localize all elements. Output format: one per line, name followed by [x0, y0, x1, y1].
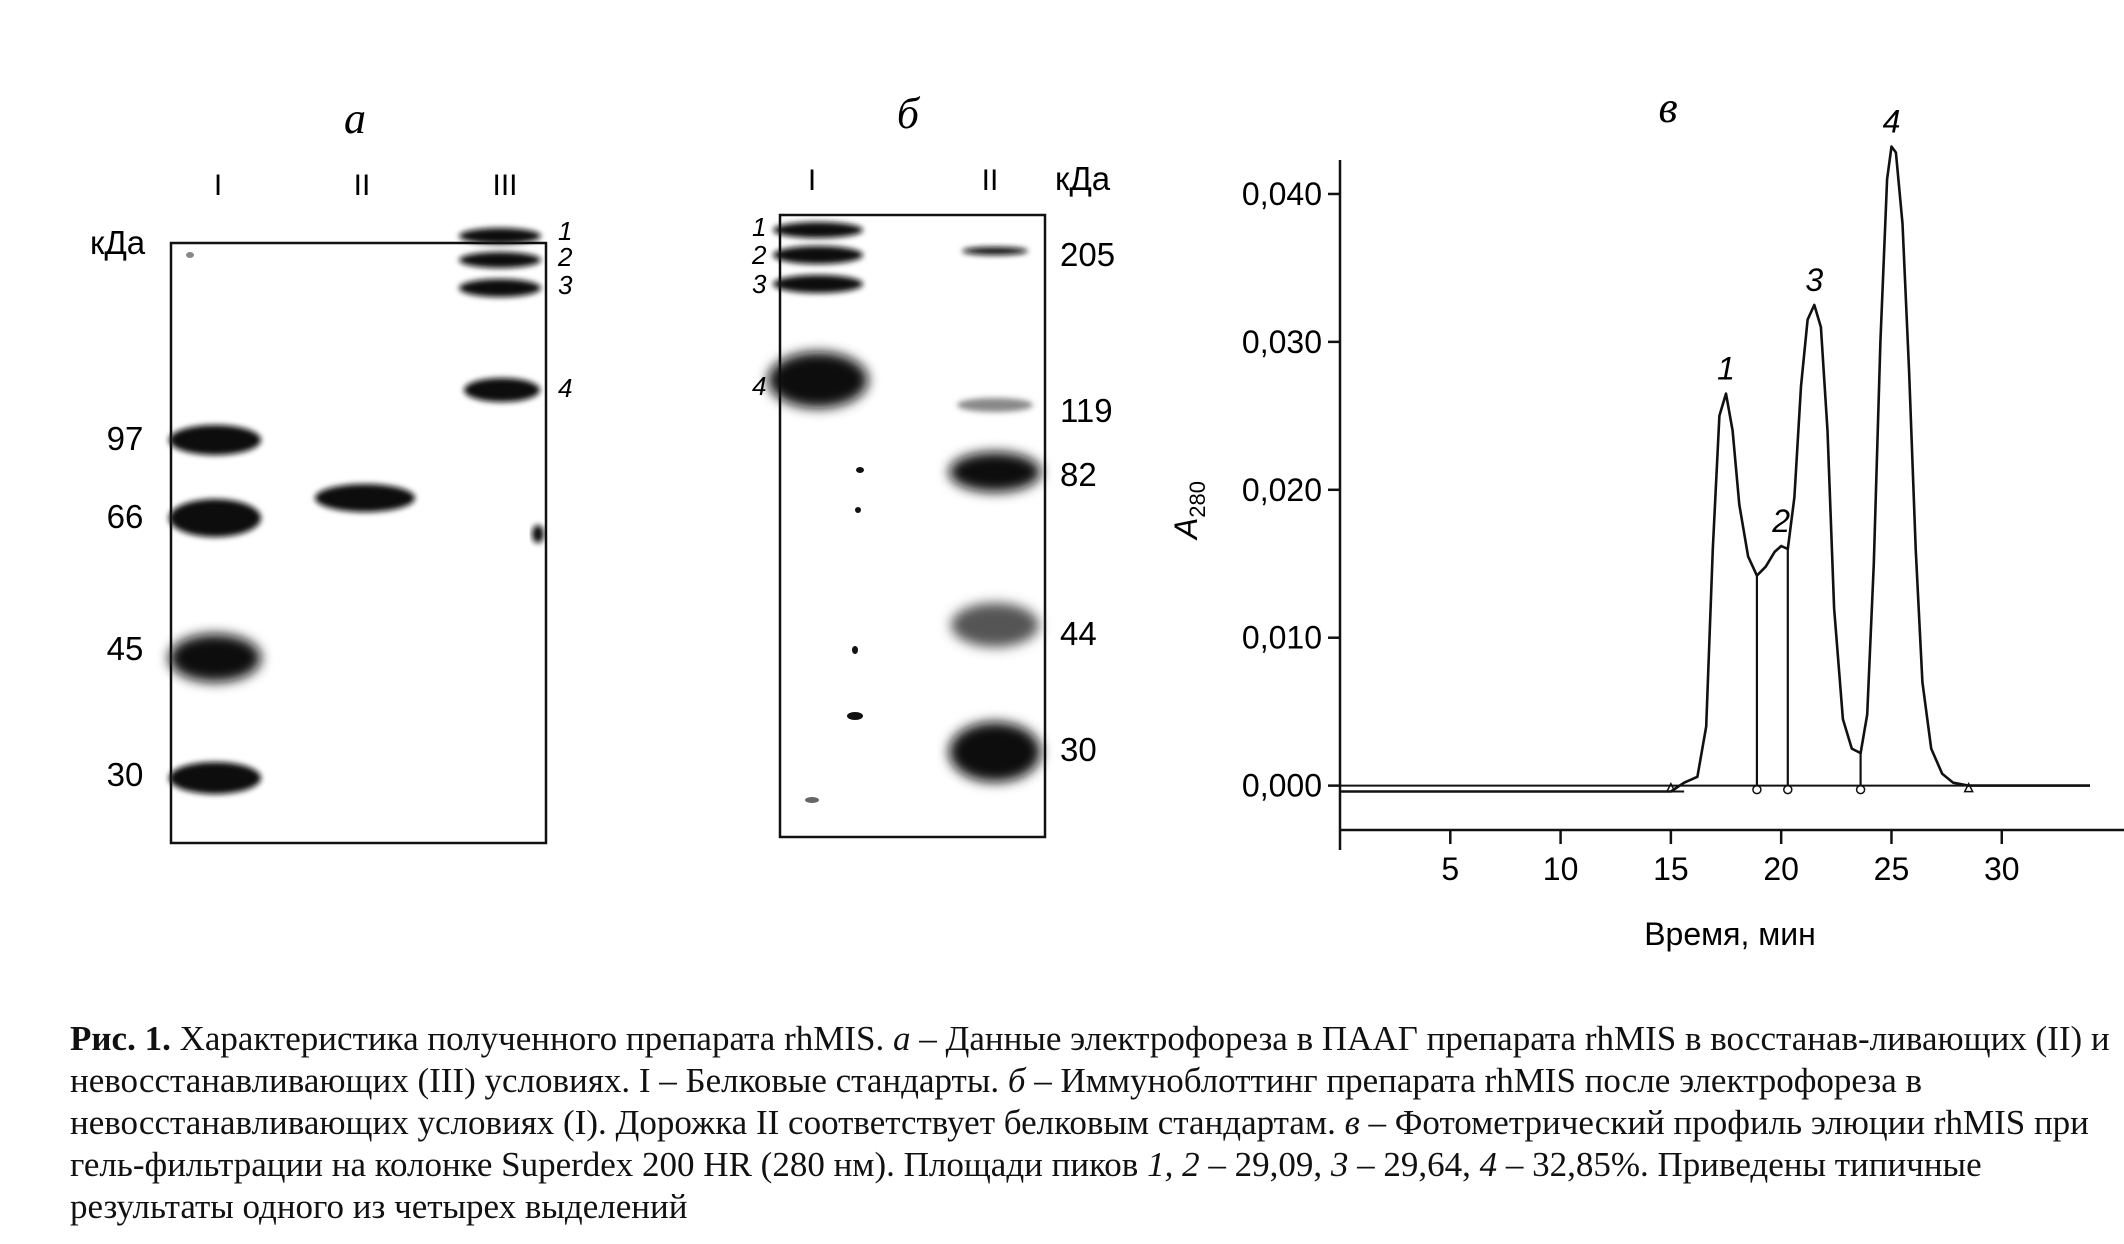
blot-band: [949, 722, 1041, 782]
panel-a-lane-1: I: [213, 169, 223, 202]
y-axis-label-main: A: [1168, 517, 1204, 540]
y-tick-label: 0,040: [1241, 175, 1322, 212]
peak-label: 1: [1717, 350, 1735, 387]
gel-band: [315, 484, 415, 512]
x-tick-label: 10: [1542, 851, 1579, 887]
peak-label: 3: [1805, 261, 1824, 298]
blot-band: [773, 246, 863, 264]
caption-letter-b: б: [1007, 1061, 1026, 1100]
peak-label: 2: [1772, 503, 1791, 539]
elution-curve: [1340, 147, 2090, 792]
blot-band: [856, 467, 864, 473]
caption-peaks-1-2: 1, 2: [1147, 1145, 1200, 1184]
gel-a-band-number-3: 3: [558, 270, 573, 300]
gel-band: [464, 378, 540, 402]
blot-band: [855, 507, 861, 513]
caption-letter-v: в: [1344, 1103, 1360, 1142]
gel-a-lane-1-bands: [169, 252, 261, 794]
caption-letter-a: а: [893, 1019, 911, 1058]
blot-b-lane-2-bands: [949, 247, 1041, 782]
blot-band: [852, 646, 858, 654]
caption-figure-label: Рис. 1.: [70, 1019, 171, 1058]
panel-b-lane-1: I: [807, 164, 817, 197]
gel-band: [169, 762, 261, 794]
divider-marker: [1857, 786, 1865, 794]
x-axis-label: Время, мин: [1644, 916, 1816, 952]
y-tick-label: 0,000: [1241, 767, 1322, 804]
blot-band: [773, 222, 863, 238]
caption-part-7: – 32,85%. Приведены типичные результаты одного из четырех выделений: [70, 1145, 1982, 1226]
blot-b-marker-30: 30: [1060, 731, 1097, 768]
gel-a-marker-66: 66: [106, 498, 144, 535]
gel-band: [186, 252, 194, 258]
figure-caption: [70, 1018, 2120, 1228]
blot-band: [847, 712, 863, 720]
blot-b-marker-119: 119: [1060, 392, 1113, 429]
x-tick-label: 25: [1873, 851, 1910, 887]
blot-band: [773, 275, 863, 293]
gel-a-band-number-4: 4: [558, 373, 573, 403]
panel-c-letter: в: [1658, 83, 1678, 132]
gel-band: [169, 499, 261, 537]
panel-a-lane-2: II: [353, 169, 371, 202]
blot-band: [957, 398, 1033, 412]
chart-axes: [1328, 160, 2124, 850]
blot-band: [805, 797, 819, 803]
chart-lines: [1340, 147, 2090, 794]
gel-a-frame: [171, 243, 546, 843]
caption-part-1: Характеристика полученного препарата rhMIS.: [170, 1019, 893, 1058]
panel-b-unit: кДа: [1055, 160, 1111, 197]
blot-b-marker-82: 82: [1060, 456, 1097, 493]
blot-band: [949, 452, 1041, 492]
divider-marker: [1753, 786, 1761, 794]
gel-a-lane-3-bands: [459, 228, 544, 543]
gel-a-band-number-1: 1: [558, 216, 573, 246]
blot-b-band-number-2: 2: [752, 240, 767, 270]
blot-b-lane-1-bands: [768, 222, 868, 803]
panel-b-letter: б: [896, 89, 920, 138]
panel-b-lane-2: II: [981, 164, 999, 197]
gel-a-band-number-2: 2: [558, 242, 573, 272]
gel-band: [169, 634, 261, 682]
panel-a: [90, 94, 573, 843]
caption-part-6: – 29,64,: [1348, 1145, 1480, 1184]
blot-band: [951, 603, 1039, 647]
x-tick-label: 30: [1983, 851, 2020, 887]
y-tick-label: 0,020: [1241, 471, 1322, 508]
blot-b-band-number-4: 4: [752, 371, 767, 401]
x-tick-label: 20: [1763, 851, 1799, 887]
caption-part-5: – 29,09,: [1199, 1145, 1331, 1184]
y-tick-label: 0,010: [1241, 619, 1322, 656]
blot-b-marker-44: 44: [1060, 615, 1097, 652]
divider-marker: [1784, 786, 1792, 794]
caption-peak-4: 4: [1479, 1145, 1498, 1184]
blot-band: [768, 352, 868, 408]
gel-a-marker-97: 97: [106, 420, 144, 457]
y-axis-label-sub: 280: [1185, 480, 1210, 518]
x-tick-label: 5: [1441, 851, 1460, 887]
panel-a-lane-3: III: [492, 169, 518, 202]
caption-part-3: – Иммуноблоттинг препарата rhMIS после электрофореза в невосстанавливающих условиях (I). Дорожка II соответствует белковым стандартам.: [70, 1061, 1923, 1142]
y-tick-label: 0,030: [1241, 323, 1322, 360]
blot-b-marker-205: 205: [1060, 236, 1116, 273]
gel-band: [459, 279, 541, 297]
blot-b-band-number-1: 1: [752, 212, 767, 242]
panel-c-chart: [1168, 83, 2124, 952]
peak-label: 4: [1882, 103, 1901, 140]
caption-part-4: – Фотометрический профиль элюции rhMIS при гель-фильтрации на колонке Superdex 200 HR (280 нм). Площади пиков: [70, 1103, 2089, 1184]
caption-part-2: – Данные электрофореза в ПААГ препарата rhMIS в восстанав-ливающих (II) и невосстанавливающих (III) условиях. I – Белковые стандарты.: [70, 1019, 2110, 1100]
panel-a-unit: кДа: [90, 224, 146, 261]
gel-a-marker-30: 30: [106, 756, 144, 793]
caption-text: [70, 1018, 2120, 1228]
y-axis-label: [1168, 481, 1210, 541]
gel-band: [169, 425, 261, 455]
x-tick-label: 15: [1653, 851, 1689, 887]
caption-peak-3: 3: [1330, 1145, 1349, 1184]
blot-b-band-number-3: 3: [752, 269, 767, 299]
gel-band: [532, 525, 544, 543]
panel-b: [751, 89, 1115, 837]
gel-band: [459, 228, 541, 244]
blot-band: [962, 247, 1028, 255]
gel-a-marker-45: 45: [106, 630, 144, 667]
panel-a-letter: а: [344, 94, 366, 143]
gel-band: [459, 252, 541, 268]
